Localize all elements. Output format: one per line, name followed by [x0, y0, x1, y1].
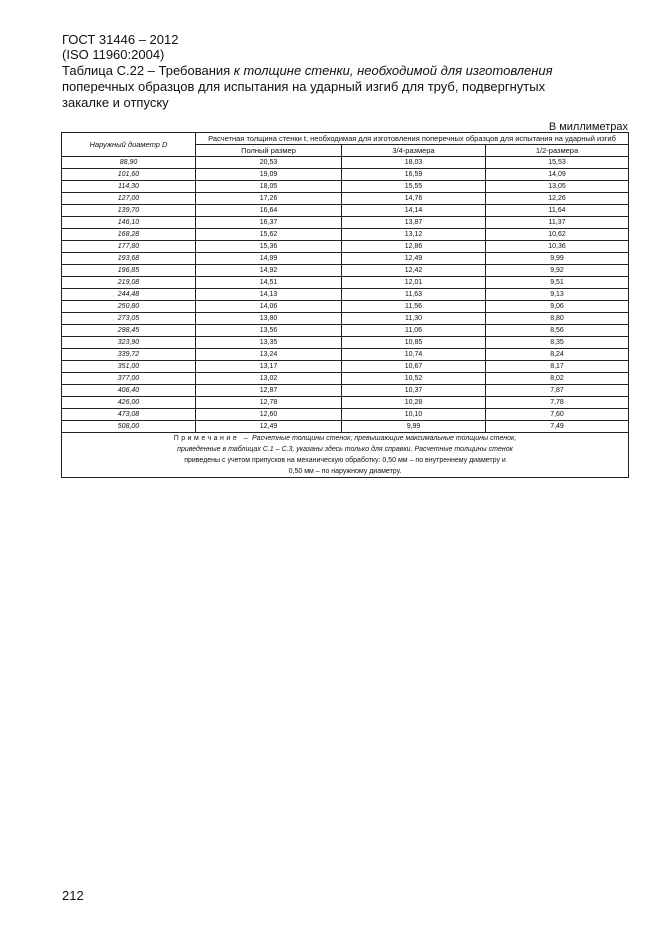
- diameter-cell: 323,90: [62, 337, 196, 349]
- note-line-3: приведены с учетом припусков на механическую обработку: 0,50 мм – по внутреннему диаметру и: [184, 457, 506, 464]
- table-row: [62, 349, 629, 361]
- half-size-cell: 9,92: [486, 265, 629, 277]
- full-size-cell: 19,09: [196, 169, 342, 181]
- diameter-cell: 168,28: [62, 229, 196, 241]
- half-size-cell: 8,80: [486, 313, 629, 325]
- table-row: [62, 385, 629, 397]
- three-quarter-size-header: 3/4-размера: [342, 145, 486, 157]
- three-quarter-cell: 11,63: [342, 289, 486, 301]
- table-row: [62, 325, 629, 337]
- half-size-cell: 10,62: [486, 229, 629, 241]
- full-size-cell: 18,05: [196, 181, 342, 193]
- full-size-cell: 16,64: [196, 205, 342, 217]
- diameter-cell: 250,80: [62, 301, 196, 313]
- diameter-cell: 177,80: [62, 241, 196, 253]
- note-text-2: приведенные в таблицах С.1 – С.3, указаны здесь только для справки. Расчетные толщины стенок: [177, 446, 513, 453]
- diameter-cell: 298,45: [62, 325, 196, 337]
- diameter-cell: 193,68: [62, 253, 196, 265]
- half-size-cell: 8,17: [486, 361, 629, 373]
- diameter-cell: 339,72: [62, 349, 196, 361]
- half-size-cell: 8,24: [486, 349, 629, 361]
- standard-number: ГОСТ 31446 – 2012: [62, 32, 179, 47]
- table-row: [62, 265, 629, 277]
- table-row: [62, 313, 629, 325]
- diameter-cell: 88,90: [62, 157, 196, 169]
- full-size-cell: 13,17: [196, 361, 342, 373]
- three-quarter-cell: 12,86: [342, 241, 486, 253]
- half-size-cell: 11,64: [486, 205, 629, 217]
- three-quarter-cell: 14,76: [342, 193, 486, 205]
- diameter-cell: 406,40: [62, 385, 196, 397]
- full-size-cell: 13,02: [196, 373, 342, 385]
- table-row: [62, 421, 629, 433]
- table-row: [62, 397, 629, 409]
- table-row: [62, 361, 629, 373]
- full-size-cell: 17,26: [196, 193, 342, 205]
- half-size-cell: 11,37: [486, 217, 629, 229]
- full-size-cell: 13,56: [196, 325, 342, 337]
- three-quarter-cell: 16,59: [342, 169, 486, 181]
- half-size-cell: 15,53: [486, 157, 629, 169]
- half-size-cell: 9,13: [486, 289, 629, 301]
- diameter-cell: 508,00: [62, 421, 196, 433]
- diameter-cell: 351,00: [62, 361, 196, 373]
- full-size-cell: 14,51: [196, 277, 342, 289]
- three-quarter-cell: 18,03: [342, 157, 486, 169]
- three-quarter-cell: 12,01: [342, 277, 486, 289]
- table-row: [62, 169, 629, 181]
- half-size-cell: 13,05: [486, 181, 629, 193]
- full-size-cell: 13,35: [196, 337, 342, 349]
- diameter-cell: 196,85: [62, 265, 196, 277]
- note-line-4: 0,50 мм – по наружному диаметру.: [288, 468, 402, 475]
- table-row: [62, 301, 629, 313]
- half-size-cell: 8,02: [486, 373, 629, 385]
- three-quarter-cell: 10,67: [342, 361, 486, 373]
- diameter-cell: 146,10: [62, 217, 196, 229]
- three-quarter-cell: 11,56: [342, 301, 486, 313]
- iso-reference: (ISO 11960:2004): [62, 47, 165, 62]
- full-size-cell: 20,53: [196, 157, 342, 169]
- three-quarter-cell: 13,87: [342, 217, 486, 229]
- three-quarter-cell: 9,99: [342, 421, 486, 433]
- half-size-cell: 7,49: [486, 421, 629, 433]
- note-line-1: [62, 433, 628, 444]
- diameter-column-header: Наружный диаметр D: [62, 133, 196, 157]
- table-caption-line3: закалке и отпуску: [62, 95, 169, 110]
- half-size-cell: 9,99: [486, 253, 629, 265]
- thickness-group-header: Расчетная толщина стенки t, необходимая для изготовления поперечных образцов для испытания на ударный изгиб: [196, 133, 629, 145]
- three-quarter-cell: 10,74: [342, 349, 486, 361]
- three-quarter-cell: 10,28: [342, 397, 486, 409]
- table-row: [62, 253, 629, 265]
- diameter-cell: 114,30: [62, 181, 196, 193]
- table-row: [62, 205, 629, 217]
- full-size-cell: 13,80: [196, 313, 342, 325]
- table-row: [62, 409, 629, 421]
- diameter-cell: 127,00: [62, 193, 196, 205]
- full-size-cell: 12,78: [196, 397, 342, 409]
- half-size-header: 1/2-размера: [486, 145, 629, 157]
- three-quarter-cell: 12,49: [342, 253, 486, 265]
- half-size-cell: 8,35: [486, 337, 629, 349]
- caption-italic: к толщине стенки, необходимой для изготовления: [230, 63, 553, 78]
- diameter-cell: 377,00: [62, 373, 196, 385]
- table-row: [62, 277, 629, 289]
- full-size-cell: 15,62: [196, 229, 342, 241]
- diameter-cell: 101,60: [62, 169, 196, 181]
- note-text-1: Расчетные толщины стенок, превышающие максимальные толщины стенок,: [252, 435, 517, 442]
- full-size-cell: 14,13: [196, 289, 342, 301]
- table-row: [62, 217, 629, 229]
- diameter-cell: 273,05: [62, 313, 196, 325]
- note-label: Примечание –: [173, 435, 251, 442]
- table-row: [62, 181, 629, 193]
- half-size-cell: 10,36: [486, 241, 629, 253]
- full-size-cell: 13,24: [196, 349, 342, 361]
- page-number: 212: [62, 888, 84, 903]
- diameter-cell: 244,48: [62, 289, 196, 301]
- table-row: [62, 337, 629, 349]
- full-size-header: Полный размер: [196, 145, 342, 157]
- diameter-cell: 219,08: [62, 277, 196, 289]
- half-size-cell: 8,56: [486, 325, 629, 337]
- full-size-cell: 12,60: [196, 409, 342, 421]
- table-caption-line2: поперечных образцов для испытания на ударный изгиб для труб, подвергнутых: [62, 79, 546, 94]
- half-size-cell: 14,09: [486, 169, 629, 181]
- table-row: [62, 229, 629, 241]
- three-quarter-cell: 15,55: [342, 181, 486, 193]
- three-quarter-cell: 10,85: [342, 337, 486, 349]
- full-size-cell: 12,49: [196, 421, 342, 433]
- diameter-cell: 473,08: [62, 409, 196, 421]
- table-caption: [62, 63, 553, 78]
- three-quarter-cell: 14,14: [342, 205, 486, 217]
- table-row: [62, 241, 629, 253]
- table-row: [62, 193, 629, 205]
- half-size-cell: 7,87: [486, 385, 629, 397]
- three-quarter-cell: 10,52: [342, 373, 486, 385]
- three-quarter-cell: 11,30: [342, 313, 486, 325]
- table-row: [62, 289, 629, 301]
- full-size-cell: 14,99: [196, 253, 342, 265]
- caption-prefix: Таблица С.22 – Требования: [62, 63, 231, 78]
- full-size-cell: 16,37: [196, 217, 342, 229]
- three-quarter-cell: 11,06: [342, 325, 486, 337]
- table-note: [62, 433, 629, 478]
- three-quarter-cell: 12,42: [342, 265, 486, 277]
- full-size-cell: 14,06: [196, 301, 342, 313]
- diameter-cell: 139,70: [62, 205, 196, 217]
- note-line-2: [62, 444, 628, 455]
- full-size-cell: 12,87: [196, 385, 342, 397]
- three-quarter-cell: 10,10: [342, 409, 486, 421]
- wall-thickness-table: [61, 132, 629, 478]
- half-size-cell: 7,60: [486, 409, 629, 421]
- full-size-cell: 15,36: [196, 241, 342, 253]
- diameter-cell: 426,00: [62, 397, 196, 409]
- full-size-cell: 14,92: [196, 265, 342, 277]
- units-label: В миллиметрах: [548, 121, 628, 133]
- half-size-cell: 7,78: [486, 397, 629, 409]
- table-row: [62, 373, 629, 385]
- three-quarter-cell: 10,37: [342, 385, 486, 397]
- three-quarter-cell: 13,12: [342, 229, 486, 241]
- half-size-cell: 9,51: [486, 277, 629, 289]
- half-size-cell: 12,26: [486, 193, 629, 205]
- half-size-cell: 9,06: [486, 301, 629, 313]
- table-row: [62, 157, 629, 169]
